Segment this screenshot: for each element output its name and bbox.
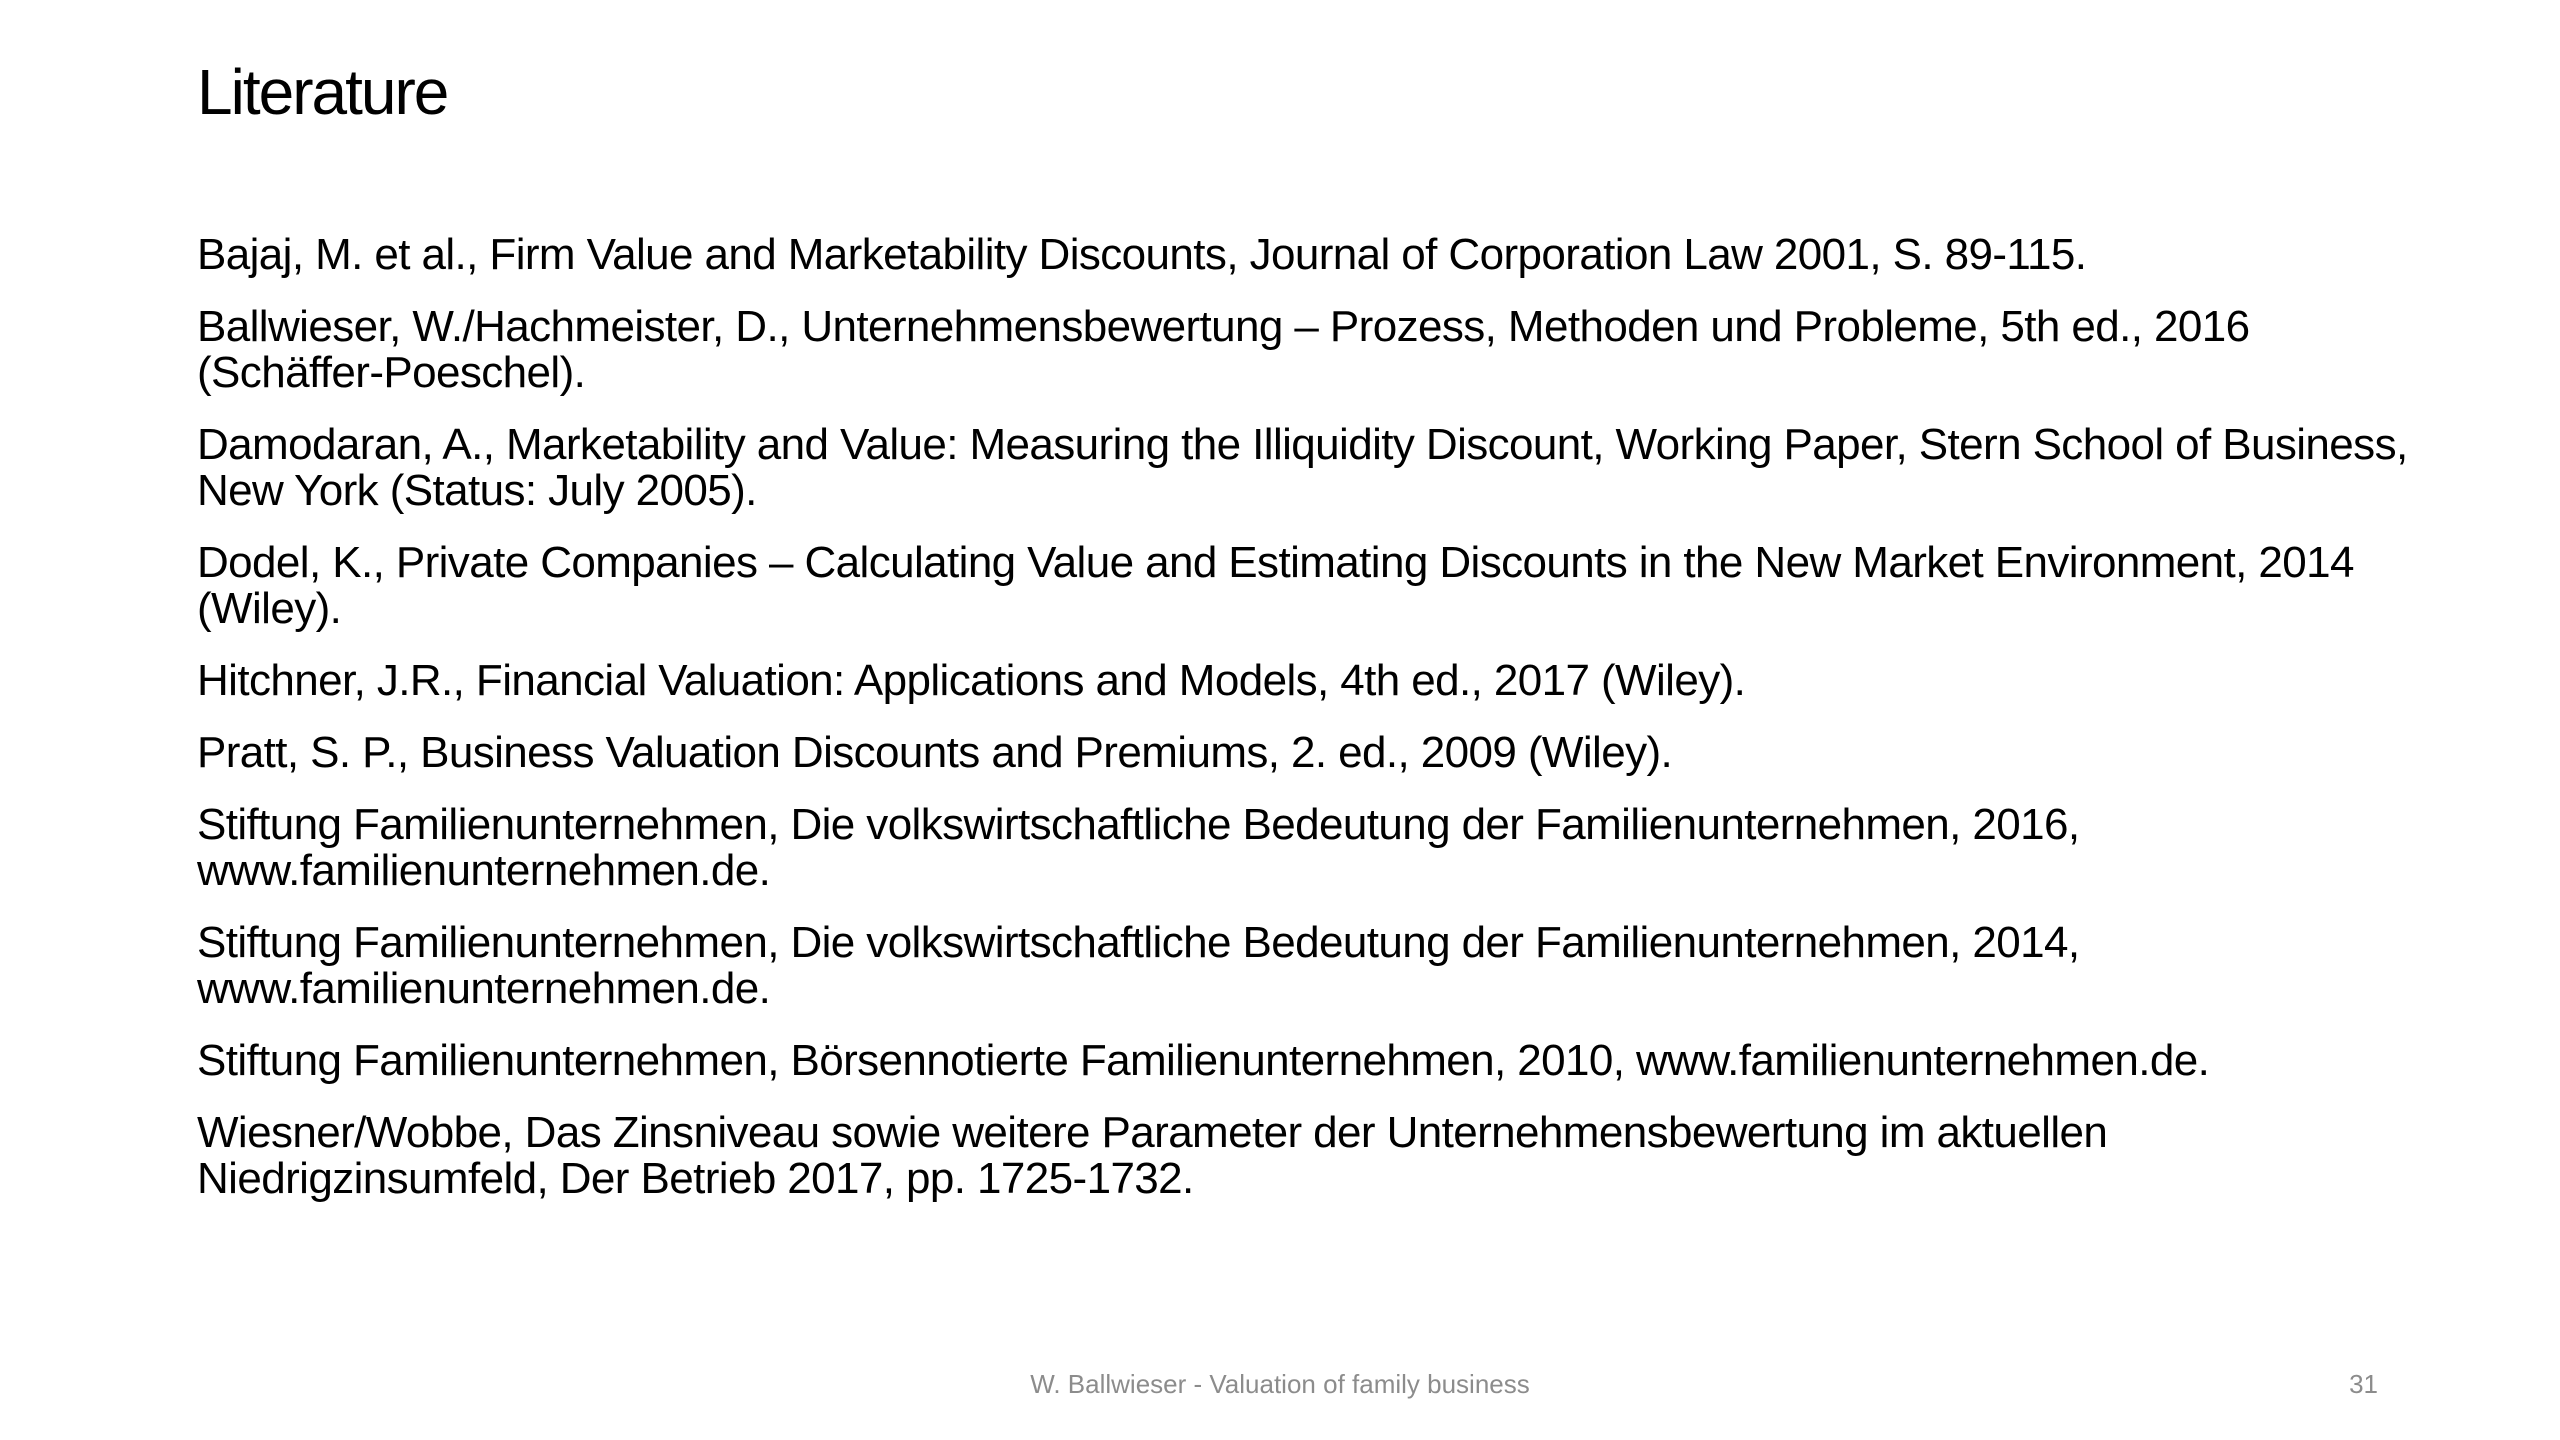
reference-item: Stiftung Familienunternehmen, Die volkswirtschaftliche Bedeutung der Familienunternehmen, 2016, www.familienunternehmen.de. bbox=[197, 800, 2080, 895]
reference-item: Bajaj, M. et al., Firm Value and Marketability Discounts, Journal of Corporation Law 2001, S. 89-115. bbox=[197, 230, 2087, 279]
reference-item: Pratt, S. P., Business Valuation Discounts and Premiums, 2. ed., 2009 (Wiley). bbox=[197, 728, 1673, 777]
reference-item: Hitchner, J.R., Financial Valuation: Applications and Models, 4th ed., 2017 (Wiley). bbox=[197, 656, 1746, 705]
reference-list bbox=[197, 232, 2427, 1228]
reference-item: Dodel, K., Private Companies – Calculating Value and Estimating Discounts in the New Market Environment, 2014 (Wiley). bbox=[197, 538, 2354, 633]
reference-item: Wiesner/Wobbe, Das Zinsniveau sowie weitere Parameter der Unternehmensbewertung im aktuellen Niedrigzinsumfeld, Der Betrieb 2017, pp. 1725-1732. bbox=[197, 1108, 2108, 1203]
reference-item: Damodaran, A., Marketability and Value: Measuring the Illiquidity Discount, Working Paper, Stern School of Business, New York (Status: July 2005). bbox=[197, 420, 2408, 515]
reference-item: Stiftung Familienunternehmen, Börsennotierte Familienunternehmen, 2010, www.familienunternehmen.de. bbox=[197, 1036, 2210, 1085]
slide-title: Literature bbox=[197, 56, 448, 128]
reference-item: Ballwieser, W./Hachmeister, D., Unternehmensbewertung – Prozess, Methoden und Probleme, 5th ed., 2016 (Schäffer-Poeschel). bbox=[197, 302, 2250, 397]
slide-number: 31 bbox=[2349, 1369, 2378, 1399]
reference-item: Stiftung Familienunternehmen, Die volkswirtschaftliche Bedeutung der Familienunternehmen, 2014, www.familienunternehmen.de. bbox=[197, 918, 2080, 1013]
slide-footer: W. Ballwieser - Valuation of family business bbox=[1030, 1369, 1530, 1399]
